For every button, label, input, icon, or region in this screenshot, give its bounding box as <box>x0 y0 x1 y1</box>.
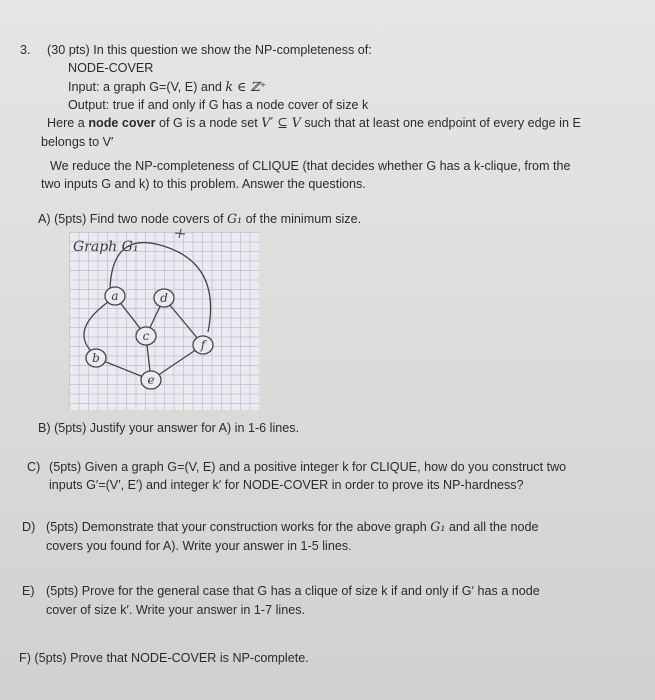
part-a-text-post: of the minimum size. <box>245 212 362 226</box>
part-f-text: (5pts) Prove that NODE-COVER is NP-complete. <box>34 651 309 665</box>
graph-edge-a-b <box>84 302 108 352</box>
part-e-line1: (5pts) Prove for the general case that G has a clique of size k if and only if G′ has a node <box>46 584 540 598</box>
input-text: Input: a graph G=(V, E) and <box>68 80 222 94</box>
problem-output: Output: true if and only if G has a node cover of size k <box>68 98 369 112</box>
part-c-line2: inputs G′=(V′, E′) and integer k′ for NODE-COVER in order to prove its NP-hardness? <box>49 478 524 492</box>
graph-node-a <box>105 287 125 305</box>
part-e-line2: cover of size k′. Write your answer in 1-7 lines. <box>46 603 305 617</box>
input-math: k ∈ ℤ⁺ <box>225 79 267 94</box>
def-pre: Here a <box>47 116 85 130</box>
part-d-line2: covers you found for A). Write your answer in 1-5 lines. <box>46 539 352 553</box>
question-header: (30 pts) In this question we show the NP-completeness of: <box>47 43 372 57</box>
def-math: V′ ⊆ V <box>261 115 301 130</box>
problem-name: NODE-COVER <box>68 61 154 75</box>
part-d-line1 <box>46 519 539 535</box>
node-label: e <box>147 373 155 387</box>
graph-nodes <box>86 287 213 389</box>
part-d-text-post: and all the node <box>448 520 539 534</box>
part-d-text: (5pts) Demonstrate that your construction works for the above graph <box>46 520 427 534</box>
part-a-label: A) <box>38 212 51 226</box>
part-c-line1: (5pts) Given a graph G=(V, E) and a positive integer k for CLIQUE, how do you construct two <box>49 460 567 474</box>
part-e-label: E) <box>22 584 35 598</box>
part-a-text: (5pts) Find two node covers of <box>54 212 224 226</box>
part-c-label: C) <box>27 460 41 474</box>
part-a-math: G₁ <box>227 211 243 226</box>
graph-node-f <box>193 336 213 354</box>
node-label: f <box>200 338 206 352</box>
part-b-text: (5pts) Justify your answer for A) in 1-6 lines. <box>54 421 300 435</box>
definition-line2: belongs to V′ <box>41 135 114 149</box>
node-label: d <box>160 291 168 305</box>
def-post: such that at least one endpoint of every edge in E <box>304 116 581 130</box>
part-d-math: G₁ <box>430 519 446 534</box>
part-b <box>38 420 299 436</box>
graph-edge-a-f <box>110 243 211 332</box>
pen-mark <box>175 229 185 238</box>
node-label: a <box>111 289 119 303</box>
graph-node-e <box>141 371 161 389</box>
graph-node-c <box>136 327 156 345</box>
def-bold-term: node cover <box>88 116 156 130</box>
reduction-line2: two inputs G and k) to this problem. Answer the questions. <box>41 177 366 191</box>
part-b-label: B) <box>38 421 51 435</box>
part-f-label: F) <box>19 651 31 665</box>
node-label: b <box>92 351 100 365</box>
part-d-label: D) <box>22 520 36 534</box>
part-f <box>19 650 309 666</box>
graph-node-b <box>86 349 106 367</box>
question-number: 3. <box>20 43 31 57</box>
graph-title: Graph G₁ <box>73 239 139 255</box>
def-mid: of G is a node set <box>159 116 258 130</box>
node-label: c <box>142 329 150 343</box>
reduction-line1: We reduce the NP-completeness of CLIQUE (that decides whether G has a k-clique, from the <box>50 159 571 173</box>
graph-node-d <box>154 289 174 307</box>
